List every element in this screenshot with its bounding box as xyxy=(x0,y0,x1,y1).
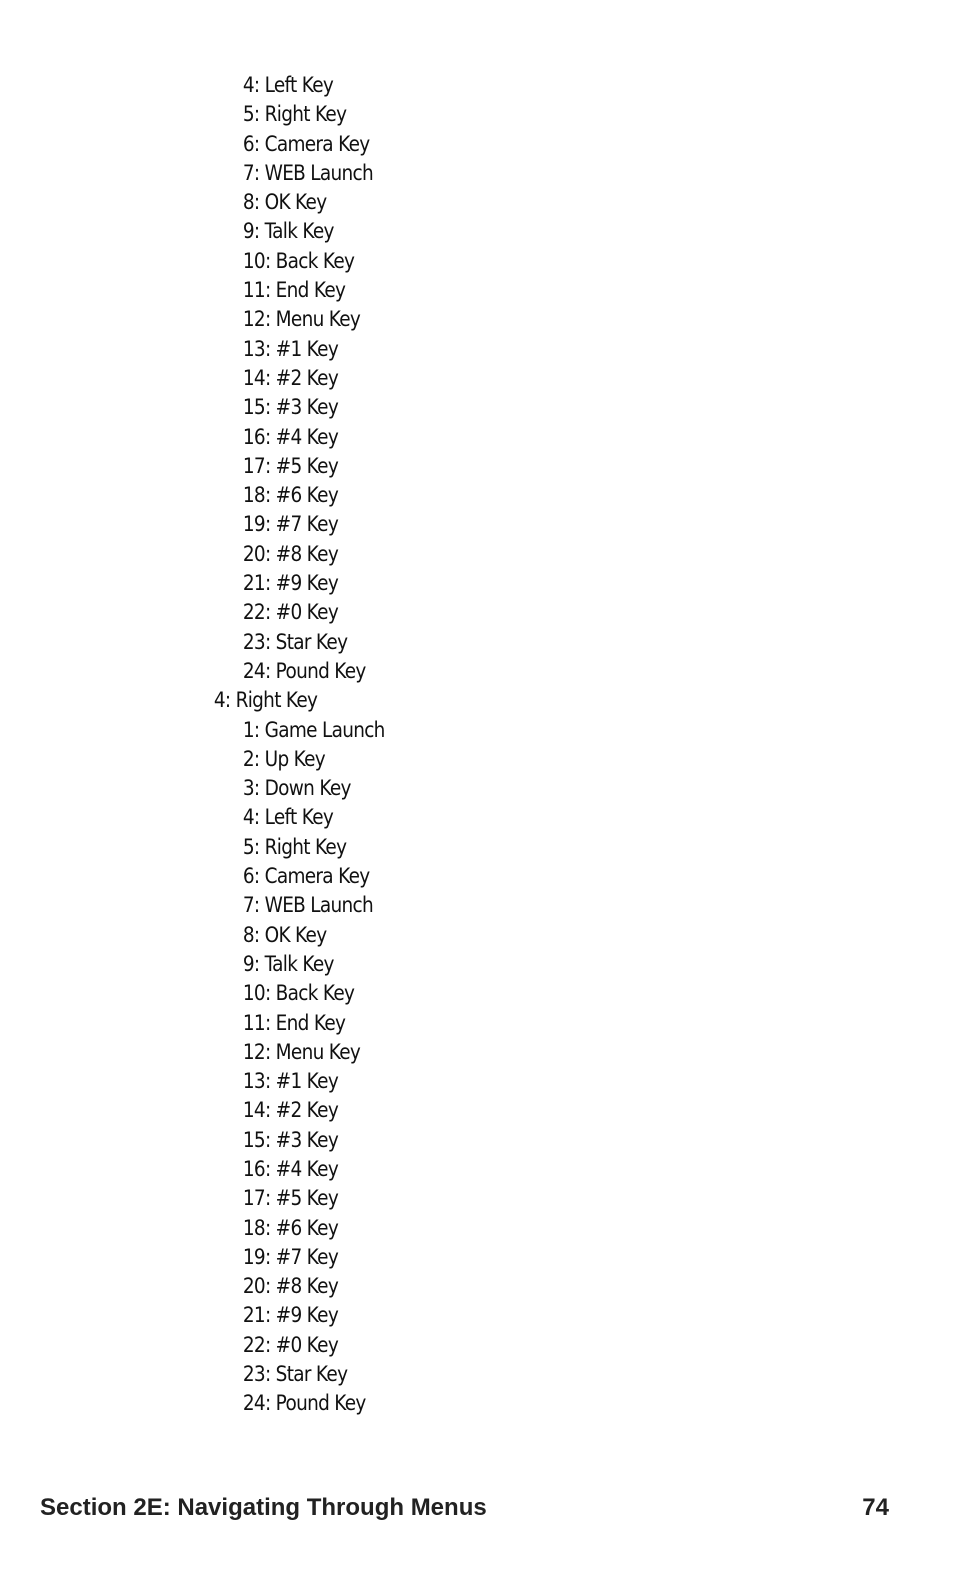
list-item: 1: Game Launch xyxy=(242,717,385,742)
list-item: 23: Star Key xyxy=(242,1362,348,1387)
list-item: 10: Back Key xyxy=(242,248,355,273)
list-item: 4: Left Key xyxy=(242,73,334,97)
list-item: 4: Left Key xyxy=(242,805,334,830)
page-footer xyxy=(40,1494,889,1522)
list-item: 2: Up Key xyxy=(242,746,326,771)
list-item: 21: #9 Key xyxy=(242,571,339,596)
list-item: 10: Back Key xyxy=(242,981,355,1006)
list-item: 9: Talk Key xyxy=(242,219,334,244)
list-item: 15: #3 Key xyxy=(242,395,339,420)
list-item: 24: Pound Key xyxy=(242,658,366,683)
section-title: Section 2E: Navigating Through Menus xyxy=(40,1494,487,1521)
list-item: 18: #6 Key xyxy=(242,483,339,508)
list-item: 11: End Key xyxy=(242,278,346,303)
list-item: 7: WEB Launch xyxy=(242,160,374,185)
list-item: 8: OK Key xyxy=(242,922,327,947)
list-item: 6: Camera Key xyxy=(242,864,370,889)
list-item: 17: #5 Key xyxy=(242,1186,339,1211)
list-item: 22: #0 Key xyxy=(242,1332,339,1357)
list-item: 13: #1 Key xyxy=(242,1069,339,1094)
list-item: 5: Right Key xyxy=(242,834,347,859)
list-item: 20: #8 Key xyxy=(242,1274,339,1299)
submenu-list xyxy=(0,716,954,1419)
list-item: 21: #9 Key xyxy=(242,1303,339,1328)
list-item: 14: #2 Key xyxy=(242,1098,339,1123)
list-item: 13: #1 Key xyxy=(242,336,339,361)
list-item: 24: Pound Key xyxy=(242,1391,366,1416)
list-item: 7: WEB Launch xyxy=(242,893,374,918)
list-item: 16: #4 Key xyxy=(242,424,339,449)
list-item: 6: Camera Key xyxy=(242,131,370,156)
list-item: 19: #7 Key xyxy=(242,512,339,537)
list-item: 14: #2 Key xyxy=(242,365,339,390)
list-item: 16: #4 Key xyxy=(242,1156,339,1181)
list-item: 11: End Key xyxy=(242,1010,346,1035)
menu-heading: 4: Right Key xyxy=(213,688,318,713)
list-item: 18: #6 Key xyxy=(242,1215,339,1240)
list-item: 5: Right Key xyxy=(242,102,347,127)
list-item: 12: Menu Key xyxy=(242,1039,361,1064)
submenu-list xyxy=(0,71,954,686)
list-item: 23: Star Key xyxy=(242,629,348,654)
list-item: 3: Down Key xyxy=(242,776,351,801)
list-item: 17: #5 Key xyxy=(242,453,339,478)
page-number: 74 xyxy=(862,1494,889,1521)
list-item: 20: #8 Key xyxy=(242,541,339,566)
list-item: 15: #3 Key xyxy=(242,1127,339,1152)
list-item: 22: #0 Key xyxy=(242,600,339,625)
list-item: 19: #7 Key xyxy=(242,1244,339,1269)
list-item: 12: Menu Key xyxy=(242,307,361,332)
list-item: 9: Talk Key xyxy=(242,951,334,976)
menu-list xyxy=(0,71,954,1419)
list-item: 8: OK Key xyxy=(242,190,327,215)
